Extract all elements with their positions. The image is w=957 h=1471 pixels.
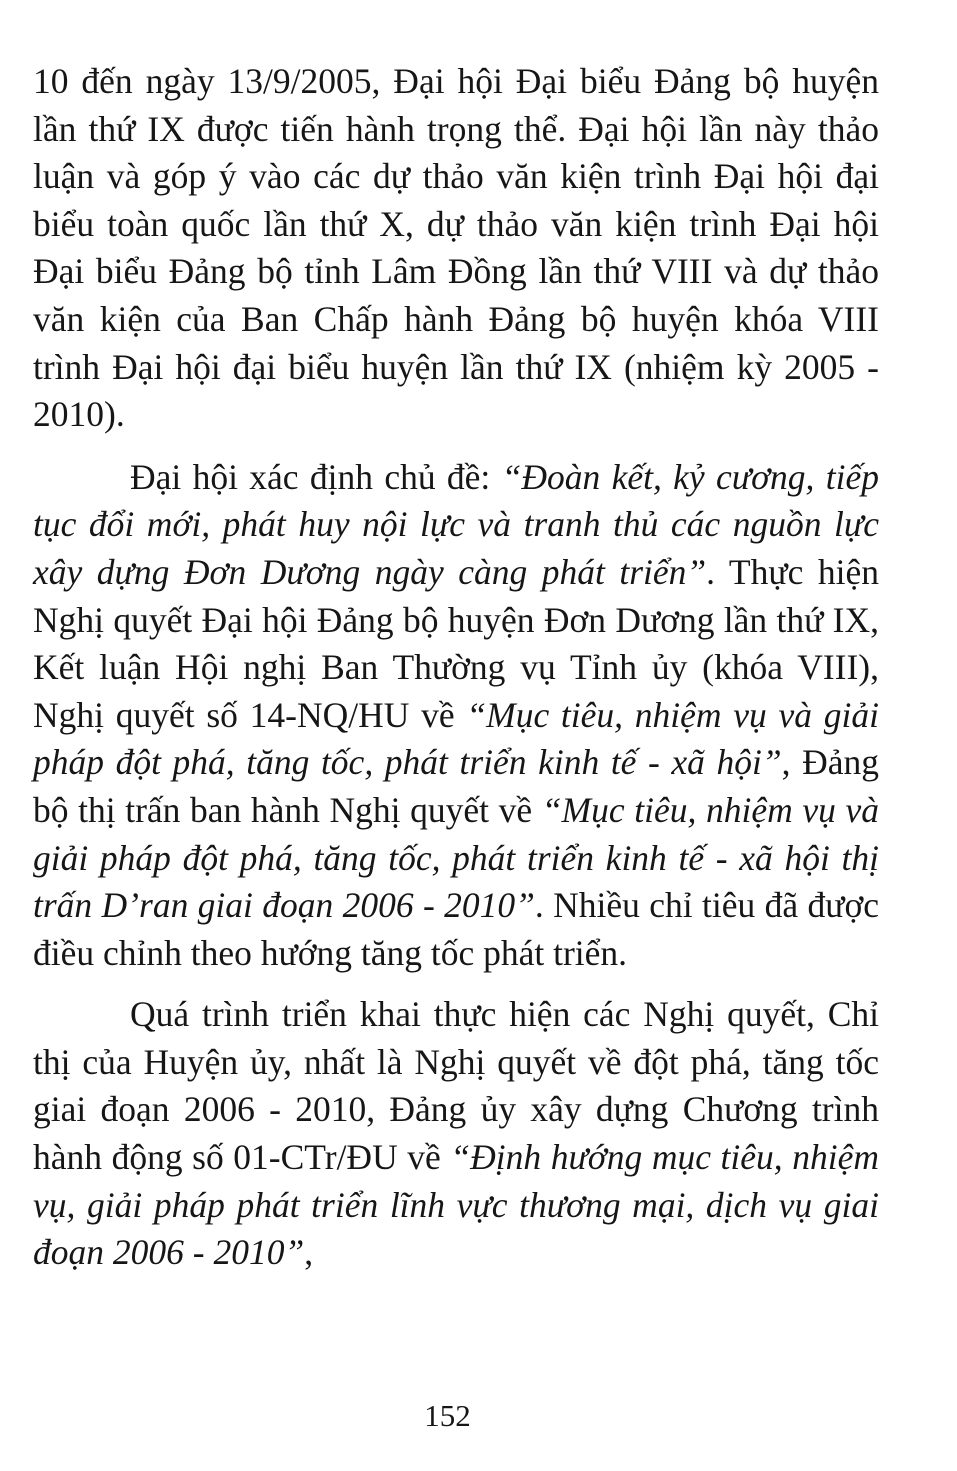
text-run: . Thực hiện Nghị quyết Đại hội Đảng bộ huyện Đơn Dương lần thứ IX, Kết luận Hội nghị Ban Thường vụ Tỉnh ủy (khóa VIII), Nghị quyết số 14-NQ/HU về	[33, 551, 879, 735]
paragraph-1	[33, 58, 879, 439]
italic-quote-theme: “Đoàn kết, kỷ cương, tiếp tục đổi mới, phát huy nội lực và tranh thủ các nguồn lực xây dựng Đơn Dương ngày càng phát triển”	[33, 456, 879, 592]
italic-quote-action-program: “Định hướng mục tiêu, nhiệm vụ, giải pháp phát triển lĩnh vực thương mại, dịch vụ giai đoạn 2006 - 2010”	[33, 1137, 879, 1273]
italic-quote-town-resolution: “Mục tiêu, nhiệm vụ và giải pháp đột phá, tăng tốc, phát triển kinh tế - xã hội thị trấn D’ran giai đoạn 2006 - 2010”	[33, 789, 879, 926]
italic-quote-resolution-14: “Mục tiêu, nhiệm vụ và giải pháp đột phá, tăng tốc, phát triển kinh tế - xã hội”	[33, 694, 879, 783]
page-body-text	[33, 58, 879, 1277]
paragraph-2	[33, 454, 879, 978]
text-run: Đại hội xác định chủ đề:	[130, 456, 502, 497]
text-run: ,	[304, 1232, 314, 1273]
text-run: 10 đến ngày 13/9/2005, Đại hội Đại biểu Đảng bộ huyện lần thứ IX được tiến hành trọng thể. Đại hội lần này thảo luận và góp ý vào các dự thảo văn kiện trình Đại hội đại biểu toàn quốc lần thứ X, dự thảo văn kiện trình Đại hội Đại biểu Đảng bộ tỉnh Lâm Đồng lần thứ VIII và dự thảo văn kiện của Ban Chấp hành Đảng bộ huyện khóa VIII trình Đại hội đại biểu huyện lần thứ IX (nhiệm kỳ 2005 - 2010).	[33, 61, 879, 435]
page-number: 152	[424, 1398, 471, 1433]
text-run: , Đảng bộ thị trấn ban hành Nghị quyết về	[33, 742, 879, 830]
text-run: Quá trình triển khai thực hiện các Nghị quyết, Chỉ thị của Huyện ủy, nhất là Nghị quyết về đột phá, tăng tốc giai đoạn 2006 - 2010, Đảng ủy xây dựng Chương trình hành động số 01-CTr/ĐU về	[33, 994, 879, 1178]
text-run: . Nhiều chỉ tiêu đã được điều chỉnh theo hướng tăng tốc phát triển.	[33, 885, 879, 973]
paragraph-3	[33, 991, 879, 1277]
